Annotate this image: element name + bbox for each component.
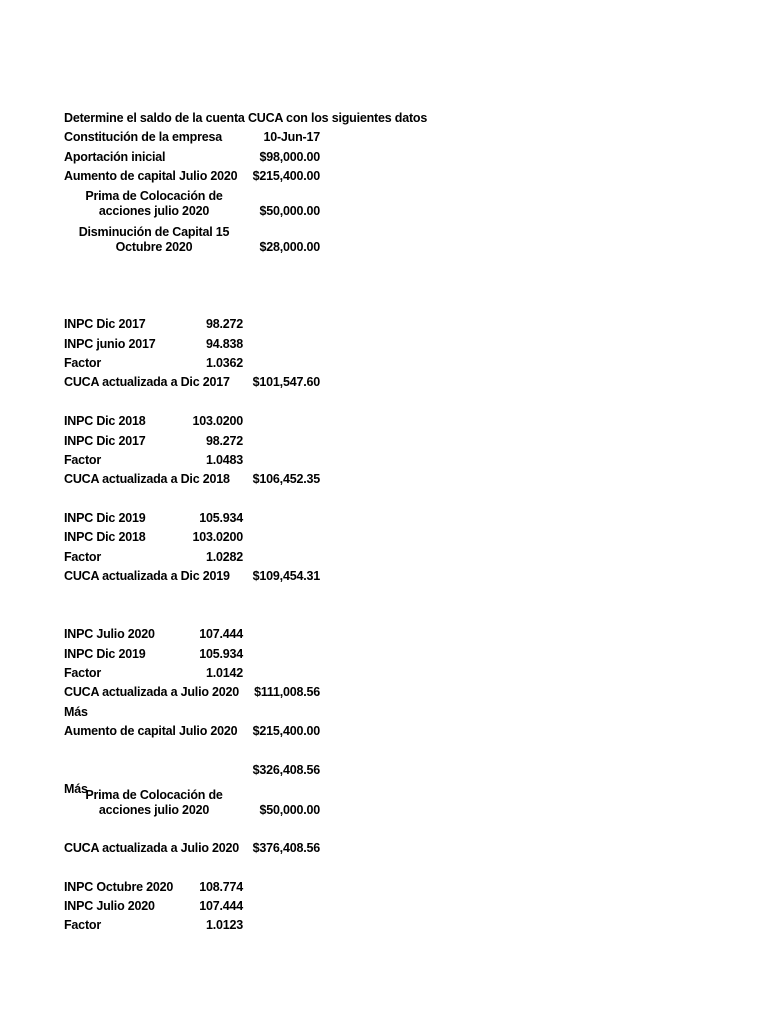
inpc-label: INPC Dic 2017	[64, 434, 146, 448]
cuca-label: CUCA actualizada a Dic 2018	[64, 472, 230, 486]
inpc-label: INPC Dic 2019	[64, 647, 146, 661]
cuca-value: $106,452.35	[252, 472, 320, 486]
page-title: Determine el saldo de la cuenta CUCA con los siguientes datos	[64, 111, 428, 125]
subtotal-value: $326,408.56	[252, 763, 320, 777]
inpc-value: 98.272	[205, 434, 243, 448]
inpc-label: INPC Dic 2018	[64, 414, 146, 428]
inpc-label: INPC Julio 2020	[64, 899, 155, 913]
aumento-value: $215,400.00	[252, 724, 320, 738]
prima-value: $50,000.00	[259, 803, 320, 817]
factor-label: Factor	[64, 918, 102, 932]
aumento-label: Aumento de capital Julio 2020	[64, 724, 238, 738]
factor-value: 1.0123	[205, 918, 243, 932]
prima-value: $50,000.00	[259, 204, 320, 218]
inpc-value: 103.0200	[192, 530, 243, 544]
aportacion-value: $98,000.00	[259, 150, 320, 164]
factor-value: 1.0142	[205, 666, 243, 680]
prima-label-line1: Prima de Colocación de	[85, 189, 223, 203]
prima-label-line2: acciones julio 2020	[98, 204, 210, 218]
aumento-label: Aumento de capital Julio 2020	[64, 169, 238, 183]
inpc-value: 98.272	[205, 317, 243, 331]
inpc-value: 105.934	[199, 511, 243, 525]
inpc-value: 105.934	[199, 647, 243, 661]
aportacion-label: Aportación inicial	[64, 150, 166, 164]
inpc-label: INPC Julio 2020	[64, 627, 155, 641]
factor-value: 1.0483	[205, 453, 243, 467]
inpc-value: 103.0200	[192, 414, 243, 428]
inpc-label: INPC Dic 2019	[64, 511, 146, 525]
mas-label: Más	[64, 705, 88, 719]
inpc-value: 94.838	[205, 337, 243, 351]
factor-label: Factor	[64, 550, 102, 564]
disminucion-value: $28,000.00	[259, 240, 320, 254]
constitucion-label: Constitución de la empresa	[64, 130, 223, 144]
inpc-value: 108.774	[199, 880, 243, 894]
inpc-label: INPC Octubre 2020	[64, 880, 174, 894]
mas-label: Más	[64, 782, 88, 796]
cuca-label: CUCA actualizada a Julio 2020	[64, 685, 240, 699]
inpc-label: INPC Dic 2017	[64, 317, 146, 331]
constitucion-value: 10-Jun-17	[263, 130, 320, 144]
factor-label: Factor	[64, 666, 102, 680]
disminucion-label-line1: Disminución de Capital 15	[78, 225, 230, 239]
cuca-final-value: $376,408.56	[252, 841, 320, 855]
cuca-final-label: CUCA actualizada a Julio 2020	[64, 841, 240, 855]
prima-label-line1: Prima de Colocación de	[85, 788, 223, 802]
cuca-value: $111,008.56	[254, 685, 320, 699]
aumento-value: $215,400.00	[252, 169, 320, 183]
factor-value: 1.0362	[205, 356, 243, 370]
inpc-value: 107.444	[199, 627, 243, 641]
factor-label: Factor	[64, 356, 102, 370]
prima-label-line2: acciones julio 2020	[98, 803, 210, 817]
factor-value: 1.0282	[205, 550, 243, 564]
inpc-value: 107.444	[199, 899, 243, 913]
cuca-label: CUCA actualizada a Dic 2017	[64, 375, 230, 389]
factor-label: Factor	[64, 453, 102, 467]
cuca-label: CUCA actualizada a Dic 2019	[64, 569, 230, 583]
disminucion-label-line2: Octubre 2020	[115, 240, 193, 254]
cuca-value: $101,547.60	[252, 375, 320, 389]
inpc-label: INPC junio 2017	[64, 337, 156, 351]
inpc-label: INPC Dic 2018	[64, 530, 146, 544]
cuca-value: $109,454.31	[252, 569, 320, 583]
